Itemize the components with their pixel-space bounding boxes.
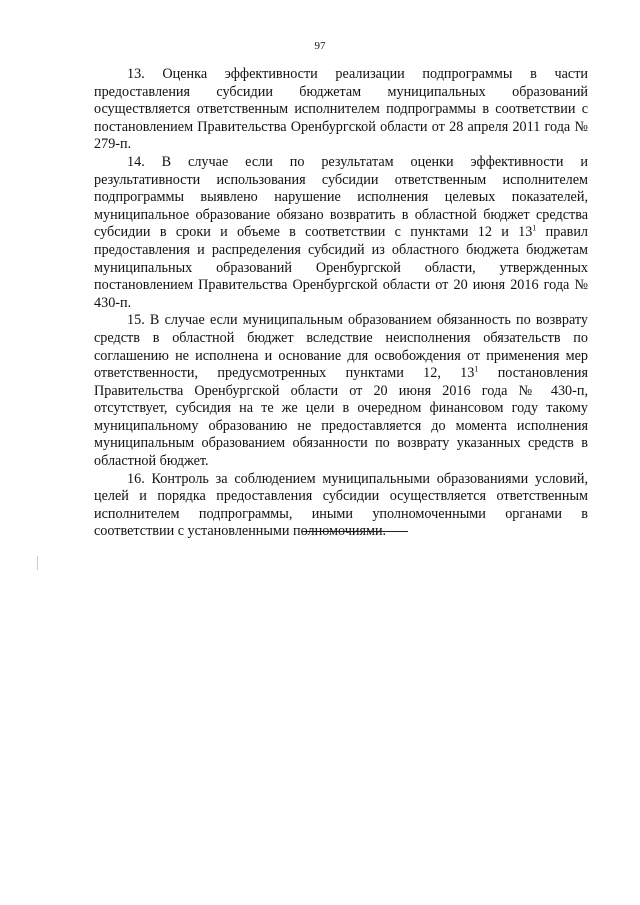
paragraph-15-superscript: 1 [474, 364, 479, 374]
paragraph-14-superscript: 1 [532, 223, 537, 233]
margin-scan-mark [37, 556, 38, 570]
paragraph-14-text-end: правил предоставления и распределения субсидий из областного бюджета бюджетам муниципальных образований Оренбургской области, утвержденных постановлением Правительства Оренбургской области от 20 июня 2016 года № 430-п. [94, 224, 589, 311]
paragraph-15-text-end: постановления Правительства Оренбургской области от 20 июня 2016 года № 430-п, отсутствует, субсидия на те же цели в очередном финансовом году такому муниципальному образованию не предоставляется до момента исполнения муниципальным образованием обязанности по возврату указанных средств в областной бюджет. [94, 365, 588, 470]
paragraph-14-text-start: 14. В случае если по результатам оценки эффективности и результативности использования субсидии ответственным исполнителем подпрограммы выявлено нарушение исполнения целевых показателей, муниципальное образование обязано возвратить в областной бюджет средства субсидии в сроки и объеме в соответствии с пунктами 12 и 13 [94, 153, 588, 241]
paragraph-13: 13. Оценка эффективности реализации подпрограммы в части предоставления субсидии бюджетам муниципальных образований осуществляется ответственным исполнителем подпрограммы в соответствии с постановлением Правительства Оренбургской области от 28 апреля 2011 года № 279-п. [94, 66, 588, 153]
end-divider-line [302, 531, 408, 532]
paragraph-16: 16. Контроль за соблюдением муниципальными образованиями условий, целей и порядка предоставления субсидии осуществляется ответственным исполнителем подпрограммы, иными уполномоченными органами в соответствии с установленными полномочиями. [94, 470, 588, 540]
page-number: 97 [314, 40, 326, 52]
document-body [94, 66, 588, 541]
paragraph-15 [94, 312, 588, 470]
paragraph-14 [94, 154, 588, 312]
paragraph-15-text-start: 15. В случае если муниципальным образованием обязанность по возврату средств в областной бюджет вследствие неисполнения обязательств по соглашению не исполнена и основание для освобождения от применения мер ответственности, предусмотренных пунктами 12, 13 [94, 312, 588, 382]
